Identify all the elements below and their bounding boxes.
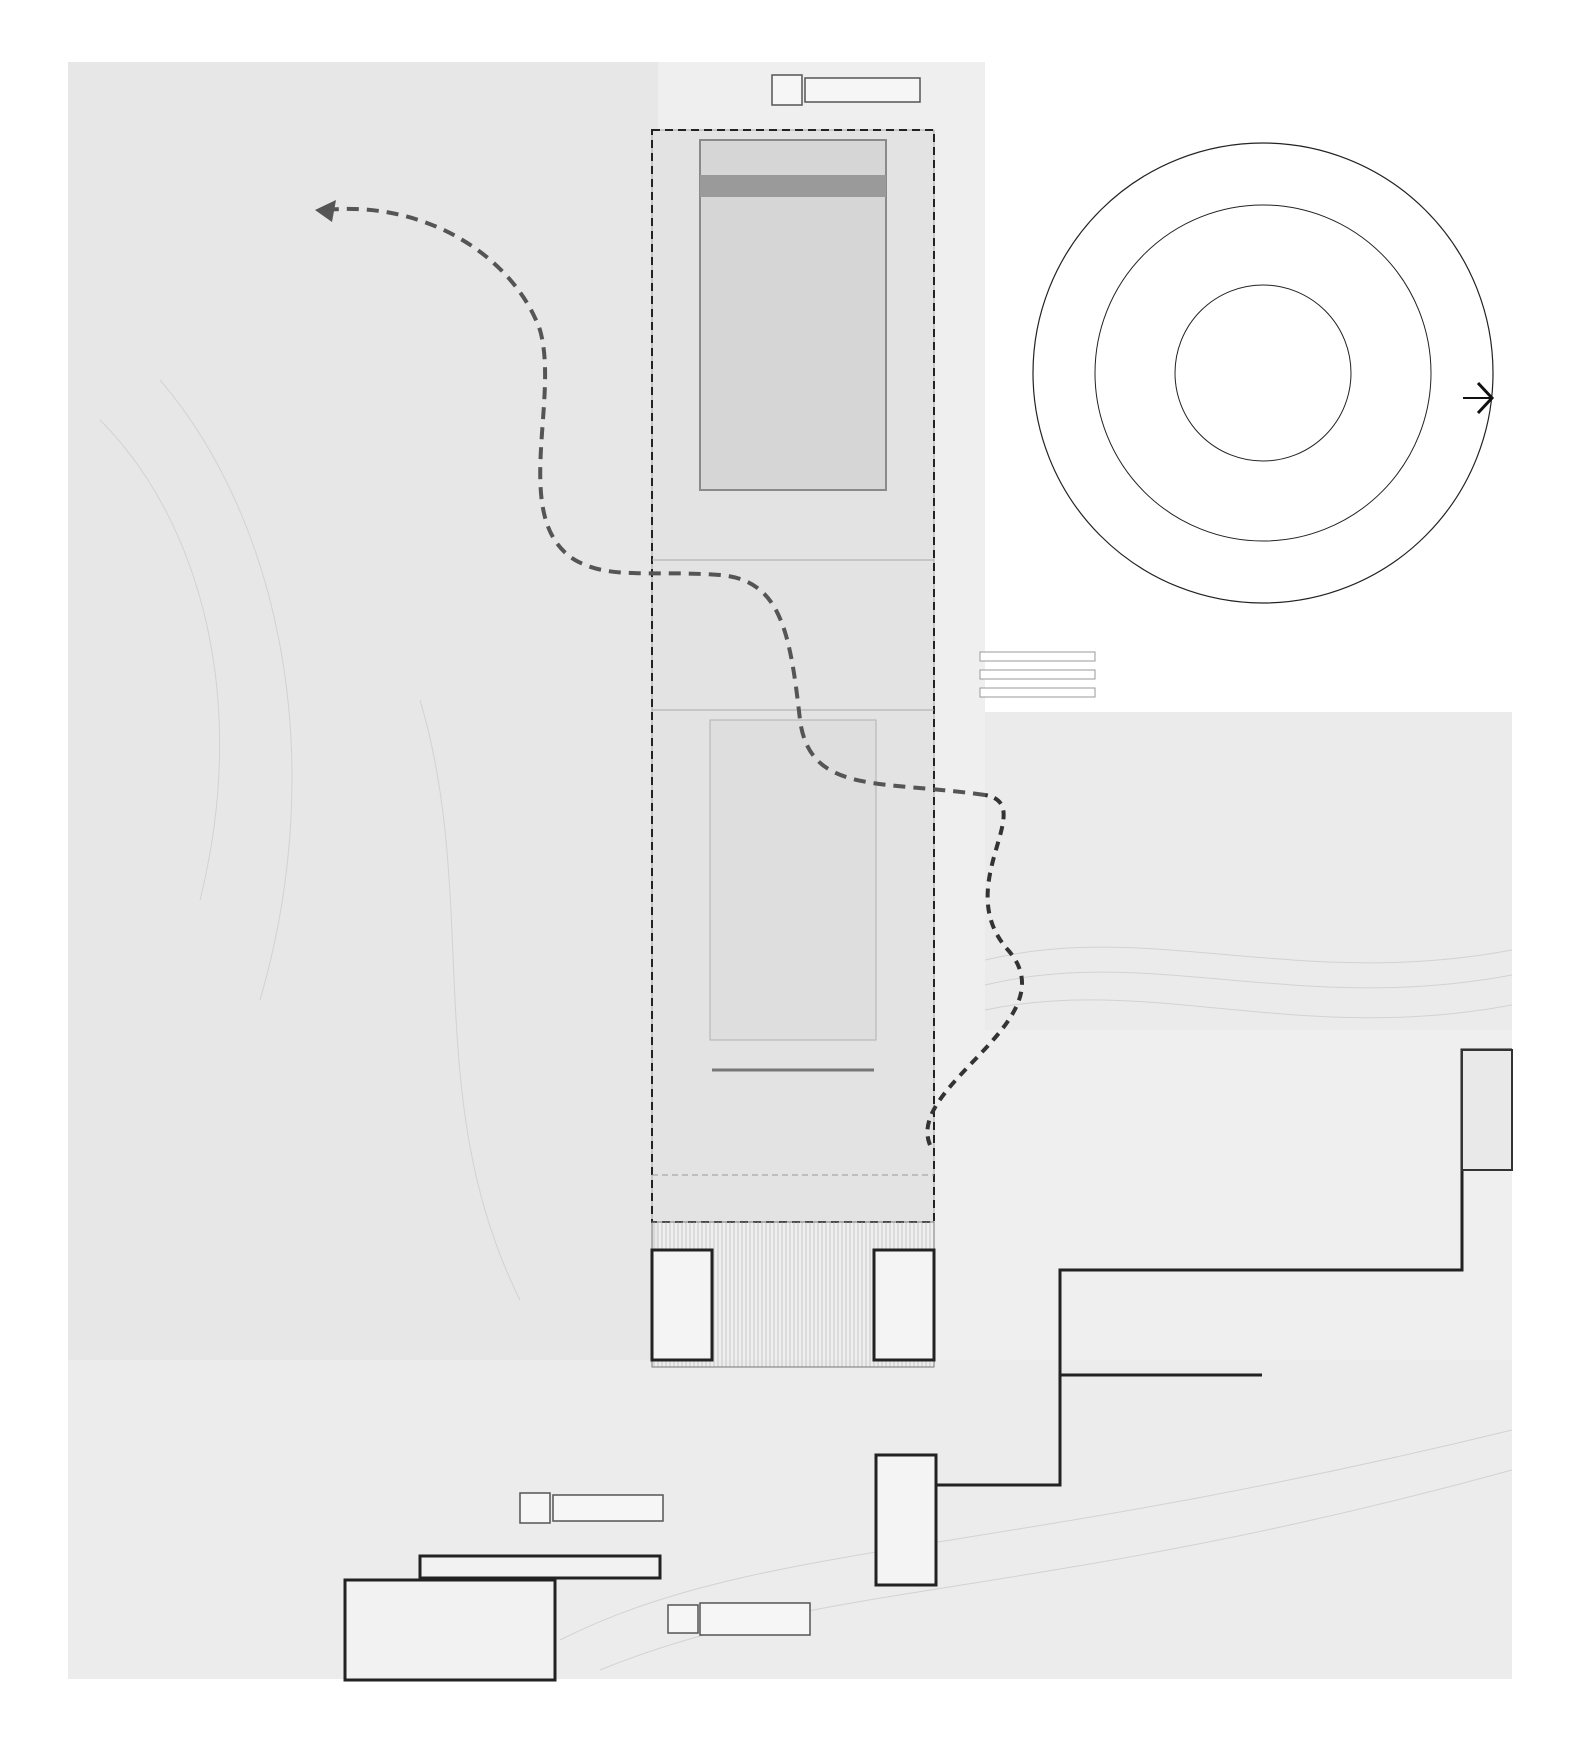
bench — [980, 688, 1095, 697]
wind-rose — [1033, 143, 1493, 603]
bio-lake-area — [985, 700, 1512, 1030]
bench — [980, 670, 1095, 679]
mezcalera-building — [652, 130, 934, 1367]
parking-area — [1462, 1050, 1512, 1170]
bench — [980, 652, 1095, 661]
botanic-garden-area — [68, 62, 658, 1362]
